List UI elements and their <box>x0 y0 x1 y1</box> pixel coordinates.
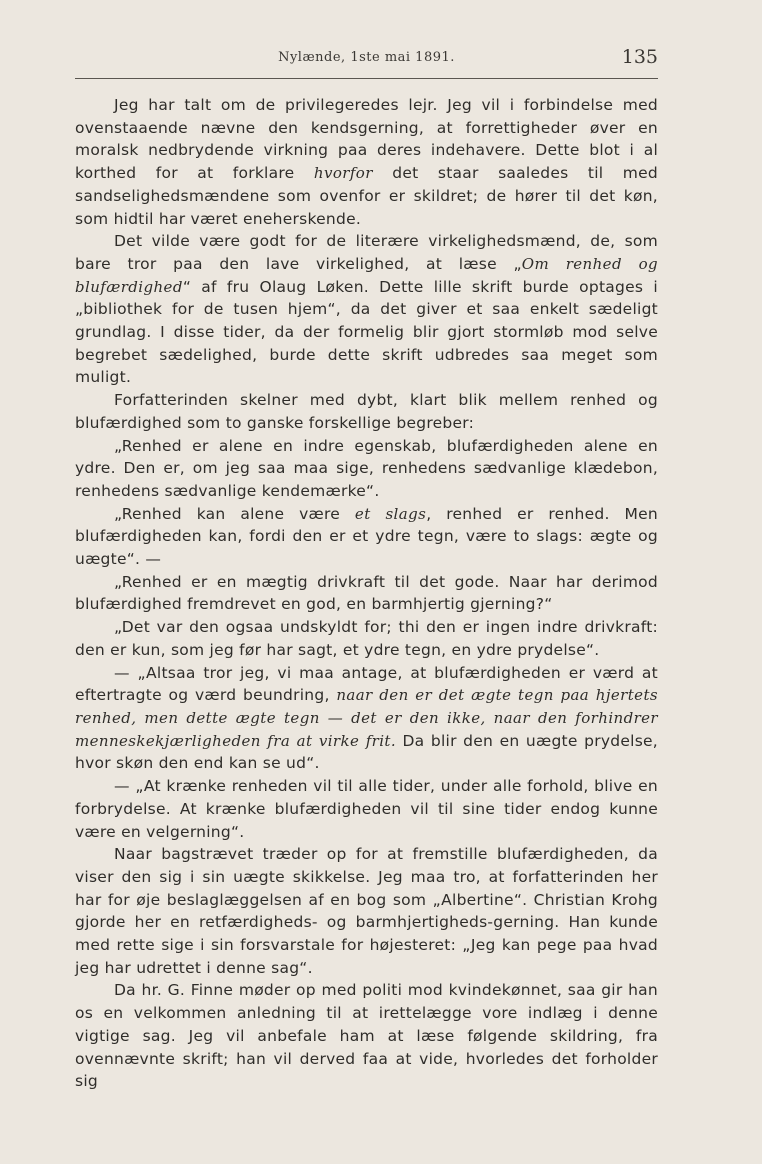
paragraph <box>75 662 658 776</box>
italic-text: naar den er det ægte tegn paa hjertets renhed, men dette ægte tegn — det er den ikke, naar den forhindrer menneskekjærligheden fra at virke frit. <box>75 686 658 750</box>
paragraph <box>75 843 658 979</box>
paragraph-text: — „Altsaa tror jeg, vi maa antage, at blufærdigheden er værd at eftertragte og værd beundring, <box>75 663 658 705</box>
paragraph-text: det staar saaledes til med sandselighedsmændene som ovenfor er skildret; de hører til det køn, som hidtil har været eneherskende. <box>75 164 658 228</box>
running-header <box>75 46 658 76</box>
paragraph-text: „Renhed er alene en indre egenskab, blufærdigheden alene en ydre. Den er, om jeg saa maa sige, renhedens sædvanlige klædebon, renhedens sædvanlige kendemærke“. <box>75 436 658 500</box>
paragraph-text: Forfatterinden skelner med dybt, klart blik mellem renhed og blufærdighed som to ganske forskellige begreber: <box>75 391 658 432</box>
italic-text: Om renhed og blufærdighed <box>75 254 659 296</box>
paragraph <box>75 435 658 503</box>
paragraph <box>75 616 658 661</box>
italic-text: hvorfor <box>313 164 373 183</box>
paragraph <box>75 503 658 571</box>
paragraph <box>75 571 658 616</box>
paragraph <box>75 230 658 389</box>
page-number: 135 <box>621 46 658 68</box>
paragraph-text: Da blir den en uægte prydelse, hvor skøn den end kan se ud“. <box>75 731 658 773</box>
body-text <box>75 94 658 1093</box>
paragraph-text: Jeg har talt om de privilegeredes lejr. Jeg vil i forbindelse med ovenstaaende nævne den kendsgerning, at forrettigheder øver en moralsk nedbrydende virkning paa deres indehavere. Dette blot i al korthed for at forklare <box>75 96 658 183</box>
paragraph <box>75 775 658 843</box>
journal-title: Nylænde, 1ste mai 1891. <box>278 50 455 65</box>
paragraph <box>75 94 658 230</box>
paragraph-text: „Renhed kan alene være <box>114 504 355 523</box>
paragraph-text: — „At krænke renheden vil til alle tider, under alle forhold, blive en forbrydelse. At krænke blufærdigheden vil til sine tider endog kunne være en velgerning“. <box>75 777 658 841</box>
paragraph-text: „Det var den ogsaa undskyldt for; thi den er ingen indre drivkraft: den er kun, som jeg før har sagt, et ydre tegn, en ydre prydelse“. <box>75 618 658 659</box>
paragraph-text: “ af fru Olaug Løken. Dette lille skrift burde optages i „bibliothek for de tusen hjem“, da det giver et saa enkelt sædeligt grundlag. I disse tider, da der formelig blir gjort stormløb mod selve begrebet sædelighed, burde dette skrift udbredes saa meget som muligt. <box>75 277 658 387</box>
paragraph <box>75 389 658 434</box>
paragraph-text: Det vilde være godt for de literære virkelighedsmænd, de, som bare tror paa den lave virkelighed, at læse „ <box>75 232 658 273</box>
italic-text: et slags <box>354 504 427 523</box>
paragraph <box>75 979 658 1093</box>
paragraph-text: , renhed er renhed. Men blufærdigheden kan, fordi den er et ydre tegn, være to slags: ægte og uægte“. — <box>75 504 658 569</box>
paragraph-text: „Renhed er en mægtig drivkraft til det gode. Naar har derimod blufærdighed fremdrevet en god, en barmhjertig gjerning?“ <box>75 572 658 614</box>
paragraph-text: Da hr. G. Finne møder op med politi mod kvindekønnet, saa gir han os en velkommen anledning til at irettelægge vore indlæg i denne vigtige sag. Jeg vil anbefale ham at læse følgende skildring, fra ovennævnte skrift; han vil derved faa at vide, hvorledes det forholder sig <box>75 981 658 1091</box>
paragraph-text: Naar bagstrævet træder op for at fremstille blufærdigheden, da viser den sig i sin uægte skikkelse. Jeg maa tro, at forfatterinden her har for øje beslaglæggelsen af en bog som „Albertine“. Christian Krohg gjorde her en retfærdigheds- og barmhjertigheds-gerning. Han kunde med rette sige i sin forsvarstale for højesteret: „Jeg kan pege paa hvad jeg har udrettet i denne sag“. <box>75 845 658 977</box>
header-rule <box>75 78 658 79</box>
